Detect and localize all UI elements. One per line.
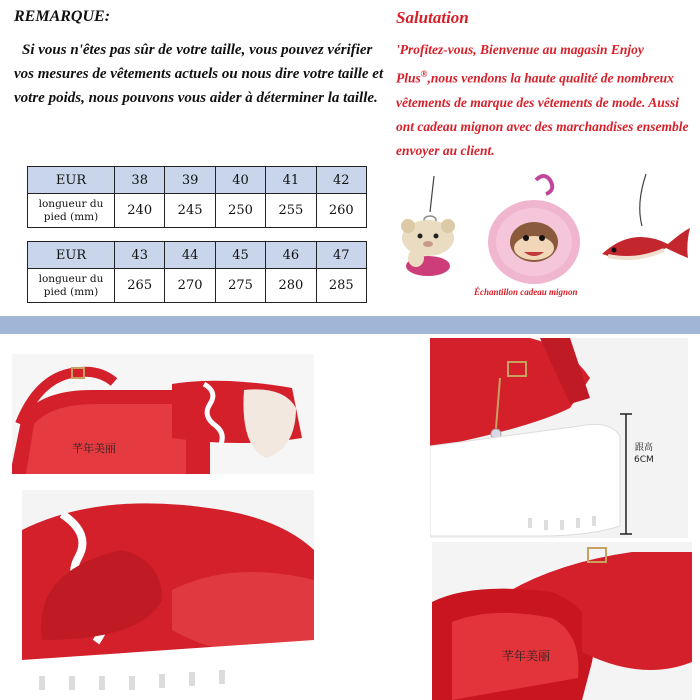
eur-header-cell: EUR <box>28 242 115 269</box>
length-cell: 280 <box>266 269 316 303</box>
salutation-text-end: ,nous vendons la haute qualité de nombreux vêtements de marque des vêtements de mode. Aussi ont cadeau mignon avec des marchandises ensemble envoyer au client. <box>396 70 689 158</box>
size-header-row <box>28 167 367 194</box>
salutation-title: Salutation <box>396 8 469 27</box>
size-table-2 <box>27 241 367 303</box>
sandal-side-view-photo <box>430 338 688 538</box>
heel-height-label <box>634 442 654 466</box>
monkey-coin-purse-icon <box>488 176 580 284</box>
salutation-text <box>396 38 696 163</box>
sandal-front-closeup-photo <box>22 490 314 700</box>
sandal-side-view-icon <box>430 338 688 538</box>
size-cell: 42 <box>316 167 366 194</box>
size-cell: 43 <box>115 242 165 269</box>
sandal-insole-closeup-icon <box>432 542 692 700</box>
length-cell: 275 <box>215 269 265 303</box>
foot-length-label-cell: longueur du pied (mm) <box>28 194 115 228</box>
gift-samples-image <box>394 172 700 288</box>
size-cell: 47 <box>316 242 366 269</box>
size-cell: 44 <box>165 242 215 269</box>
heel-height-value: 6CM <box>634 455 654 465</box>
foot-length-label-cell: longueur du pied (mm) <box>28 269 115 303</box>
length-cell: 265 <box>115 269 165 303</box>
length-row <box>28 269 367 303</box>
length-cell: 240 <box>115 194 165 228</box>
size-cell: 39 <box>165 167 215 194</box>
size-cell: 41 <box>266 167 316 194</box>
length-cell: 255 <box>266 194 316 228</box>
sandal-top-view-photo <box>12 354 314 474</box>
eur-header-cell: EUR <box>28 167 115 194</box>
heel-height-title: 跟高 <box>634 443 653 453</box>
length-cell: 260 <box>316 194 366 228</box>
length-row <box>28 194 367 228</box>
remark-title: REMARQUE: <box>14 8 111 25</box>
fish-keychain-icon <box>602 174 690 259</box>
size-cell: 45 <box>215 242 265 269</box>
length-cell: 270 <box>165 269 215 303</box>
size-cell: 46 <box>266 242 316 269</box>
size-header-row <box>28 242 367 269</box>
sandal-insole-closeup-photo <box>432 542 692 700</box>
length-cell: 250 <box>215 194 265 228</box>
gift-caption: Échantillon cadeau mignon <box>474 287 578 297</box>
size-table-1 <box>27 166 367 228</box>
insole-brand-text: 芊年美丽 <box>72 442 116 455</box>
sandal-top-view-icon <box>12 354 314 474</box>
salutation-text-start: 'Profitez-vous, Bienvenue au magasin Enjoy Plus <box>396 42 644 86</box>
remark-text: Si vous n'êtes pas sûr de votre taille, vous pouvez vérifier vos mesures de vêtements actuels ou nous dire votre taille et votre poids, nous pouvons vous aider à déterminer la taille. <box>14 42 384 106</box>
insole-brand-text: 芊年美丽 <box>502 649 551 663</box>
length-cell: 245 <box>165 194 215 228</box>
registered-mark: ® <box>420 69 428 79</box>
divider-band <box>0 316 700 334</box>
plush-bear-keychain-icon <box>401 176 455 276</box>
sandal-front-closeup-icon <box>22 490 314 700</box>
size-cell: 40 <box>215 167 265 194</box>
length-cell: 285 <box>316 269 366 303</box>
size-cell: 38 <box>115 167 165 194</box>
